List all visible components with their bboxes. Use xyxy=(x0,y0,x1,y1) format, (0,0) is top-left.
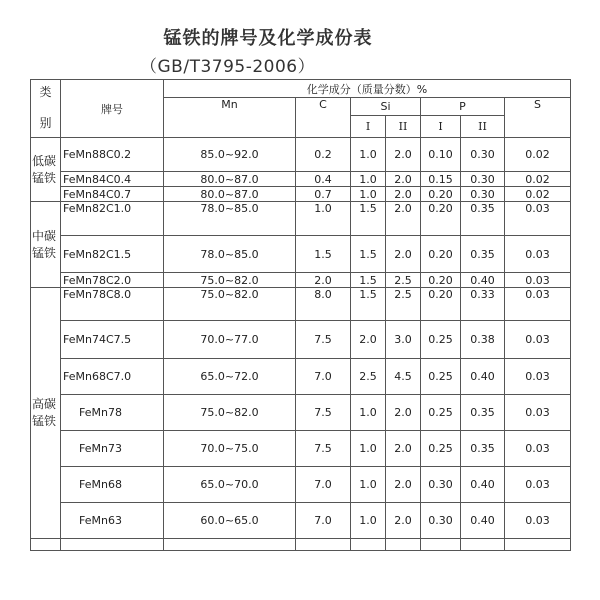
s-cell: 0.03 xyxy=(505,467,571,503)
brand-cell: FeMn78C8.0 xyxy=(61,288,164,321)
brand-cell: FeMn63 xyxy=(61,503,164,539)
si1-cell: 1.0 xyxy=(351,172,386,187)
c-cell: 8.0 xyxy=(296,288,351,321)
si1-cell: 1.0 xyxy=(351,467,386,503)
composition-header: 化学成分（质量分数）% xyxy=(164,80,571,98)
category-cell: 中碳锰铁 xyxy=(31,202,61,288)
table-row xyxy=(31,138,571,172)
mn-cell: 78.0~85.0 xyxy=(164,202,296,236)
brand-cell: FeMn68C7.0 xyxy=(61,359,164,395)
p2-cell: 0.40 xyxy=(461,359,505,395)
brand-header: 牌号 xyxy=(61,80,164,138)
c-cell: 0.4 xyxy=(296,172,351,187)
table-row xyxy=(31,172,571,187)
s-header: S xyxy=(505,98,571,138)
si2-cell: 2.0 xyxy=(386,467,421,503)
p1-cell: 0.20 xyxy=(421,236,461,273)
p2-cell: 0.35 xyxy=(461,202,505,236)
table-row xyxy=(31,431,571,467)
p1-cell: 0.20 xyxy=(421,273,461,288)
c-cell: 7.5 xyxy=(296,395,351,431)
category-header-line2: 别 xyxy=(39,116,52,130)
p2-cell: 0.35 xyxy=(461,431,505,467)
category-cell: 低碳锰铁 xyxy=(31,138,61,202)
table-row xyxy=(31,395,571,431)
brand-cell: FeMn78 xyxy=(61,395,164,431)
brand-cell: FeMn88C0.2 xyxy=(61,138,164,172)
p2-cell: 0.40 xyxy=(461,503,505,539)
s-cell: 0.03 xyxy=(505,395,571,431)
document-title: 锰铁的牌号及化学成份表 xyxy=(163,28,373,49)
s-cell: 0.02 xyxy=(505,138,571,172)
c-cell: 0.2 xyxy=(296,138,351,172)
composition-table xyxy=(30,79,571,551)
s-cell: 0.03 xyxy=(505,273,571,288)
p2-cell: 0.40 xyxy=(461,467,505,503)
brand-cell: FeMn68 xyxy=(61,467,164,503)
si2-cell: 2.0 xyxy=(386,202,421,236)
si2-cell: 2.0 xyxy=(386,503,421,539)
p-grade-1-header: I xyxy=(421,116,461,138)
category-cell: 高碳锰铁 xyxy=(31,288,61,539)
p2-cell: 0.35 xyxy=(461,395,505,431)
brand-cell: FeMn82C1.5 xyxy=(61,236,164,273)
c-cell: 7.0 xyxy=(296,467,351,503)
p2-cell: 0.30 xyxy=(461,172,505,187)
si1-cell: 1.0 xyxy=(351,138,386,172)
table-row xyxy=(31,202,571,236)
p1-cell: 0.30 xyxy=(421,503,461,539)
c-cell: 2.0 xyxy=(296,273,351,288)
c-cell: 7.0 xyxy=(296,503,351,539)
si2-cell: 2.0 xyxy=(386,172,421,187)
table-row xyxy=(31,503,571,539)
si1-cell: 1.5 xyxy=(351,288,386,321)
s-cell: 0.03 xyxy=(505,202,571,236)
p1-cell: 0.25 xyxy=(421,359,461,395)
c-cell: 7.0 xyxy=(296,359,351,395)
s-cell: 0.02 xyxy=(505,187,571,202)
si2-cell: 4.5 xyxy=(386,359,421,395)
si1-cell: 1.5 xyxy=(351,202,386,236)
p1-cell: 0.15 xyxy=(421,172,461,187)
brand-cell: FeMn78C2.0 xyxy=(61,273,164,288)
si1-cell: 2.5 xyxy=(351,359,386,395)
empty-row xyxy=(31,539,571,551)
category-header-line1: 类 xyxy=(39,85,52,99)
si1-cell: 1.0 xyxy=(351,187,386,202)
table-row xyxy=(31,288,571,321)
si2-cell: 2.5 xyxy=(386,273,421,288)
c-cell: 7.5 xyxy=(296,321,351,359)
p2-cell: 0.30 xyxy=(461,138,505,172)
si2-cell: 2.0 xyxy=(386,431,421,467)
mn-cell: 70.0~75.0 xyxy=(164,431,296,467)
si2-cell: 2.0 xyxy=(386,138,421,172)
p2-cell: 0.38 xyxy=(461,321,505,359)
p1-cell: 0.10 xyxy=(421,138,461,172)
si2-cell: 2.5 xyxy=(386,288,421,321)
p1-cell: 0.20 xyxy=(421,202,461,236)
brand-cell: FeMn74C7.5 xyxy=(61,321,164,359)
mn-header: Mn xyxy=(164,98,296,138)
s-cell: 0.03 xyxy=(505,321,571,359)
p-grade-2-header: II xyxy=(461,116,505,138)
mn-cell: 75.0~82.0 xyxy=(164,288,296,321)
s-cell: 0.03 xyxy=(505,431,571,467)
s-cell: 0.02 xyxy=(505,172,571,187)
mn-cell: 80.0~87.0 xyxy=(164,172,296,187)
brand-cell: FeMn73 xyxy=(61,431,164,467)
p2-cell: 0.30 xyxy=(461,187,505,202)
p2-cell: 0.33 xyxy=(461,288,505,321)
table-row xyxy=(31,321,571,359)
table-row xyxy=(31,236,571,273)
mn-cell: 65.0~72.0 xyxy=(164,359,296,395)
c-cell: 7.5 xyxy=(296,431,351,467)
p1-cell: 0.25 xyxy=(421,395,461,431)
p1-cell: 0.25 xyxy=(421,431,461,467)
p-header: P xyxy=(421,98,505,116)
c-cell: 0.7 xyxy=(296,187,351,202)
mn-cell: 70.0~77.0 xyxy=(164,321,296,359)
mn-cell: 60.0~65.0 xyxy=(164,503,296,539)
table-row xyxy=(31,467,571,503)
si1-cell: 1.0 xyxy=(351,431,386,467)
p1-cell: 0.20 xyxy=(421,187,461,202)
si-header: Si xyxy=(351,98,421,116)
si1-cell: 1.0 xyxy=(351,503,386,539)
c-cell: 1.0 xyxy=(296,202,351,236)
brand-cell: FeMn84C0.4 xyxy=(61,172,164,187)
p2-cell: 0.40 xyxy=(461,273,505,288)
s-cell: 0.03 xyxy=(505,288,571,321)
si2-cell: 3.0 xyxy=(386,321,421,359)
si1-cell: 2.0 xyxy=(351,321,386,359)
s-cell: 0.03 xyxy=(505,503,571,539)
mn-cell: 65.0~70.0 xyxy=(164,467,296,503)
table-row xyxy=(31,273,571,288)
c-cell: 1.5 xyxy=(296,236,351,273)
si2-cell: 2.0 xyxy=(386,236,421,273)
s-cell: 0.03 xyxy=(505,359,571,395)
mn-cell: 78.0~85.0 xyxy=(164,236,296,273)
table-row xyxy=(31,359,571,395)
si-grade-2-header: II xyxy=(386,116,421,138)
brand-cell: FeMn82C1.0 xyxy=(61,202,164,236)
mn-cell: 85.0~92.0 xyxy=(164,138,296,172)
si2-cell: 2.0 xyxy=(386,187,421,202)
p1-cell: 0.30 xyxy=(421,467,461,503)
mn-cell: 80.0~87.0 xyxy=(164,187,296,202)
si1-cell: 1.5 xyxy=(351,273,386,288)
brand-cell: FeMn84C0.7 xyxy=(61,187,164,202)
s-cell: 0.03 xyxy=(505,236,571,273)
p2-cell: 0.35 xyxy=(461,236,505,273)
p1-cell: 0.20 xyxy=(421,288,461,321)
mn-cell: 75.0~82.0 xyxy=(164,395,296,431)
si2-cell: 2.0 xyxy=(386,395,421,431)
p1-cell: 0.25 xyxy=(421,321,461,359)
si1-cell: 1.5 xyxy=(351,236,386,273)
table-body xyxy=(31,138,571,539)
si1-cell: 1.0 xyxy=(351,395,386,431)
table-row xyxy=(31,187,571,202)
si-grade-1-header: I xyxy=(351,116,386,138)
c-header: C xyxy=(296,98,351,138)
standard-code: （GB/T3795-2006） xyxy=(140,57,316,77)
category-header-cell xyxy=(31,80,61,138)
mn-cell: 75.0~82.0 xyxy=(164,273,296,288)
